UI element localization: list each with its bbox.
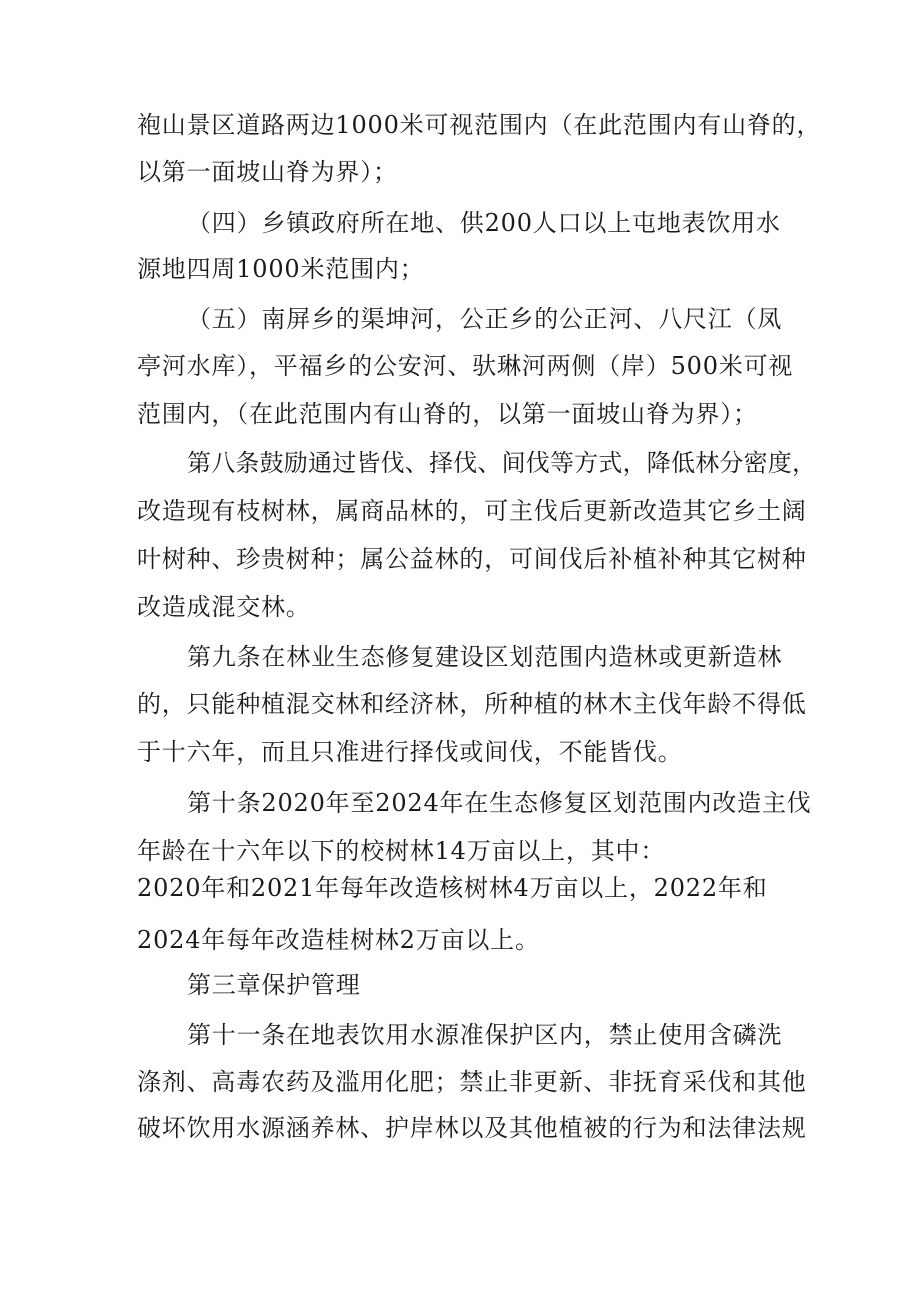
text-line-14: 于十六年，而且只准进行择伐或间伐，不能皆伐。 <box>137 738 683 766</box>
text-line-1: 袍山景区道路两边1000米可视范围内（在此范围内有山脊的， <box>137 111 822 139</box>
text-line-3: （四）乡镇政府所在地、供200人口以上屯地表饮用水 <box>187 209 781 237</box>
text-line-11: 改造成混交林。 <box>137 593 311 621</box>
text-line-2: 以第一面坡山脊为界）； <box>137 158 398 186</box>
text-line-21: 涤剂、高毒农药及滥用化肥；禁止非更新、非抚育采伐和其他 <box>137 1068 807 1096</box>
text-line-13: 的，只能种植混交林和经济林，所种植的林木主伐年龄不得低 <box>137 690 807 718</box>
text-line-12: 第九条在林业生态修复建设区划范围内造林或更新造林 <box>187 643 783 671</box>
text-line-7: 范围内，（在此范围内有山脊的，以第一面坡山脊为界）； <box>137 400 758 428</box>
text-line-5: （五）南屏乡的渠坤河，公正乡的公正河、八尺江（凤 <box>187 305 783 333</box>
text-line-17: 2020年和2021年每年改造核树林4万亩以上，2022年和 <box>137 874 768 902</box>
chapter-heading: 第三章保护管理 <box>187 971 361 999</box>
text-line-22: 破坏饮用水源涵养林、护岸林以及其他植被的行为和法律法规 <box>137 1114 807 1142</box>
text-line-10: 叶树种、珍贵树种；属公益林的，可间伐后补植补种其它树种 <box>137 545 807 573</box>
text-line-6: 亭河水库），平福乡的公安河、驮琳河两侧（岸）500米可视 <box>137 352 794 380</box>
text-line-20: 第十一条在地表饮用水源准保护区内，禁止使用含磷洗 <box>187 1021 783 1049</box>
text-line-18: 2024年每年改造桂树林2万亩以上。 <box>137 926 540 954</box>
text-line-8: 第八条鼓励通过皆伐、择伐、间伐等方式，降低林分密度， <box>187 449 817 477</box>
text-line-9: 改造现有枝树林，属商品林的，可主伐后更新改造其它乡土阔 <box>137 497 807 525</box>
text-line-16: 年龄在十六年以下的校树林14万亩以上，其中： <box>137 837 666 865</box>
text-line-15: 第十条2020年至2024年在生态修复区划范围内改造主伐 <box>187 789 812 817</box>
text-line-4: 源地四周1000米范围内； <box>137 255 425 283</box>
